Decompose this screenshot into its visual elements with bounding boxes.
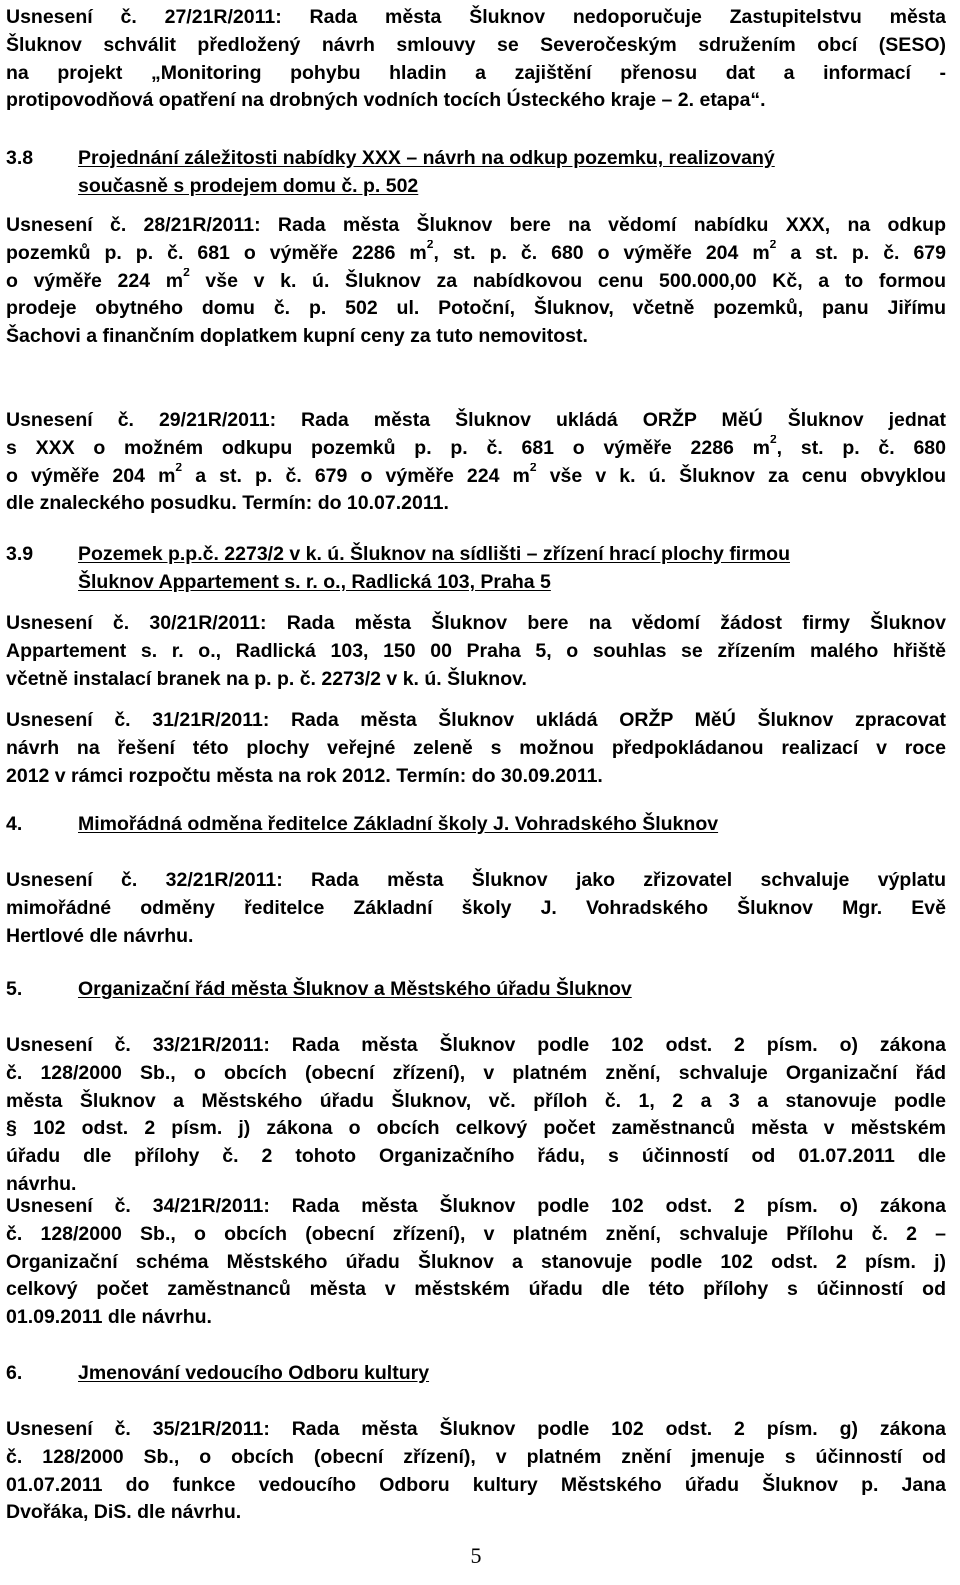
heading-line [6,1360,946,1386]
text-line: Usnesení č. 35/21R/2011: Rada města Šluknov podle 102 odst. 2 písm. g) zákona [6,1418,946,1440]
heading-line [6,811,946,837]
page-number: 5 [470,1543,482,1568]
heading-text: Organizační řád města Šluknov a Městského úřadu Šluknov [78,978,632,1000]
text-line: Usnesení č. 33/21R/2011: Rada města Šluknov podle 102 odst. 2 písm. o) zákona [6,1034,946,1056]
text-line: 01.09.2011 dle návrhu. [6,1306,212,1329]
text-line: Usnesení č. 29/21R/2011: Rada města Šluknov ukládá ORŽP MěÚ Šluknov jednat [6,409,946,431]
heading-line [6,145,946,171]
text-line: Usnesení č. 34/21R/2011: Rada města Šluknov podle 102 odst. 2 písm. o) zákona [6,1195,946,1217]
text-line: protipovodňová opatření na drobných vodních tocích Ústeckého kraje – 2. etapa“. [6,89,766,112]
section-number: 5. [6,978,23,1000]
text-line: Appartement s. r. o., Radlická 103, 150 00 Praha 5, o souhlas se zřízením malého hřiště [6,639,946,662]
text-line: Šluknov schválit předložený návrh smlouvy se Severočeským sdružením obcí (SESO) [6,33,946,56]
text-line: č. 128/2000 Sb., o obcích (obecní zřízení), v platném znění, schvaluje Organizační řád [6,1061,946,1084]
heading-text: Projednání záležitosti nabídky XXX – návrh na odkup pozemku, realizovaný [78,147,775,169]
heading-text: Pozemek p.p.č. 2273/2 v k. ú. Šluknov na sídlišti – zřízení hrací plochy firmou [78,543,790,565]
text-line: 2012 v rámci rozpočtu města na rok 2012. Termín: do 30.09.2011. [6,764,603,787]
text-line: včetně instalací branek na p. p. č. 2273/2 v k. ú. Šluknov. [6,667,527,690]
text-line: o výměře 224 $m^2$ vše v k. ú. Šluknov za nabídkovou cenu 500.000,00 Kč, a to formou [6,267,946,292]
text-line: návrhu. [6,1173,77,1195]
text-line: pozemků p. p. č. 681 o výměře 2286 $m^2$, st. p. č. 680 o výměře 204 $m^2$ a st. p. č. 679 [6,239,946,264]
text-line: na projekt „Monitoring pohybu hladin a zajištění přenosu dat a informací - [6,61,946,84]
text-line: dle znaleckého posudku. Termín: do 10.07.2011. [6,492,449,515]
text-line: s XXX o možném odkupu pozemků p. p. č. 681 o výměře 2286 $m^2$, st. p. č. 680 [6,434,946,459]
section-number: 6. [6,1362,23,1384]
heading-text: současně s prodejem domu č. p. 502 [78,174,419,197]
section-number: 4. [6,813,23,835]
text-line: Usnesení č. 31/21R/2011: Rada města Šluknov ukládá ORŽP MěÚ Šluknov zpracovat [6,709,946,731]
text-line: o výměře 204 $m^2$ a st. p. č. 679 o výměře 224 $m^2$ vše v k. ú. Šluknov za cenu obvyklou [6,462,946,487]
heading-line [6,569,946,595]
text-line: Usnesení č. 30/21R/2011: Rada města Šluknov bere na vědomí žádost firmy Šluknov [6,612,946,634]
section-number: 3.9 [6,543,34,565]
text-line: Dvořáka, DiS. dle návrhu. [6,1501,242,1524]
heading-text: Jmenování vedoucího Odboru kultury [78,1362,430,1384]
text-line: § 102 odst. 2 písm. j) zákona o obcích celkový počet zaměstnanců města v městském [6,1117,946,1140]
text-line: mimořádné odměny ředitelce Základní školy J. Vohradského Šluknov Mgr. Evě [6,896,946,919]
text-line: celkový počet zaměstnanců města v městském úřadu dle této přílohy s účinností od [6,1278,946,1301]
text-line: Šachovi a finančním doplatkem kupní ceny za tuto nemovitost. [6,325,588,348]
heading-text: Mimořádná odměna ředitelce Základní školy J. Vohradského Šluknov [78,813,719,835]
text-line: Usnesení č. 27/21R/2011: Rada města Šluknov nedoporučuje Zastupitelstvu města [6,6,946,28]
text-line: Hertlové dle návrhu. [6,924,194,947]
text-line: č. 128/2000 Sb., o obcích (obecní zřízení), v platném znění, schvaluje Přílohu č. 2 – [6,1222,946,1245]
heading-line [6,541,946,567]
text-line: č. 128/2000 Sb., o obcích (obecní zřízení), v platném znění jmenuje s účinností od [6,1445,946,1468]
heading-line [6,173,946,199]
text-line: úřadu dle přílohy č. 2 tohoto Organizačního řádu, s účinností od 01.07.2011 dle [6,1145,946,1168]
text-line: Usnesení č. 32/21R/2011: Rada města Šluknov jako zřizovatel schvaluje výplatu [6,869,946,891]
text-line: Usnesení č. 28/21R/2011: Rada města Šluknov bere na vědomí nabídku XXX, na odkup [6,214,946,236]
text-line: města Šluknov a Městského úřadu Šluknov, vč. příloh č. 1, 2 a 3 a stanovuje podle [6,1089,946,1112]
section-number: 3.8 [6,147,34,169]
text-line: prodeje obytného domu č. p. 502 ul. Potoční, Šluknov, včetně pozemků, panu Jiřímu [6,297,946,320]
heading-line [6,976,946,1002]
heading-text: Šluknov Appartement s. r. o., Radlická 103, Praha 5 [78,570,551,593]
text-line: 01.07.2011 do funkce vedoucího Odboru kultury Městského úřadu Šluknov p. Jana [6,1473,946,1496]
text-line: návrh na řešení této plochy veřejné zeleně s možnou předpokládanou realizací v roce [6,736,946,759]
text-line: Organizační schéma Městského úřadu Šluknov a stanovuje podle 102 odst. 2 písm. j) [6,1250,946,1273]
